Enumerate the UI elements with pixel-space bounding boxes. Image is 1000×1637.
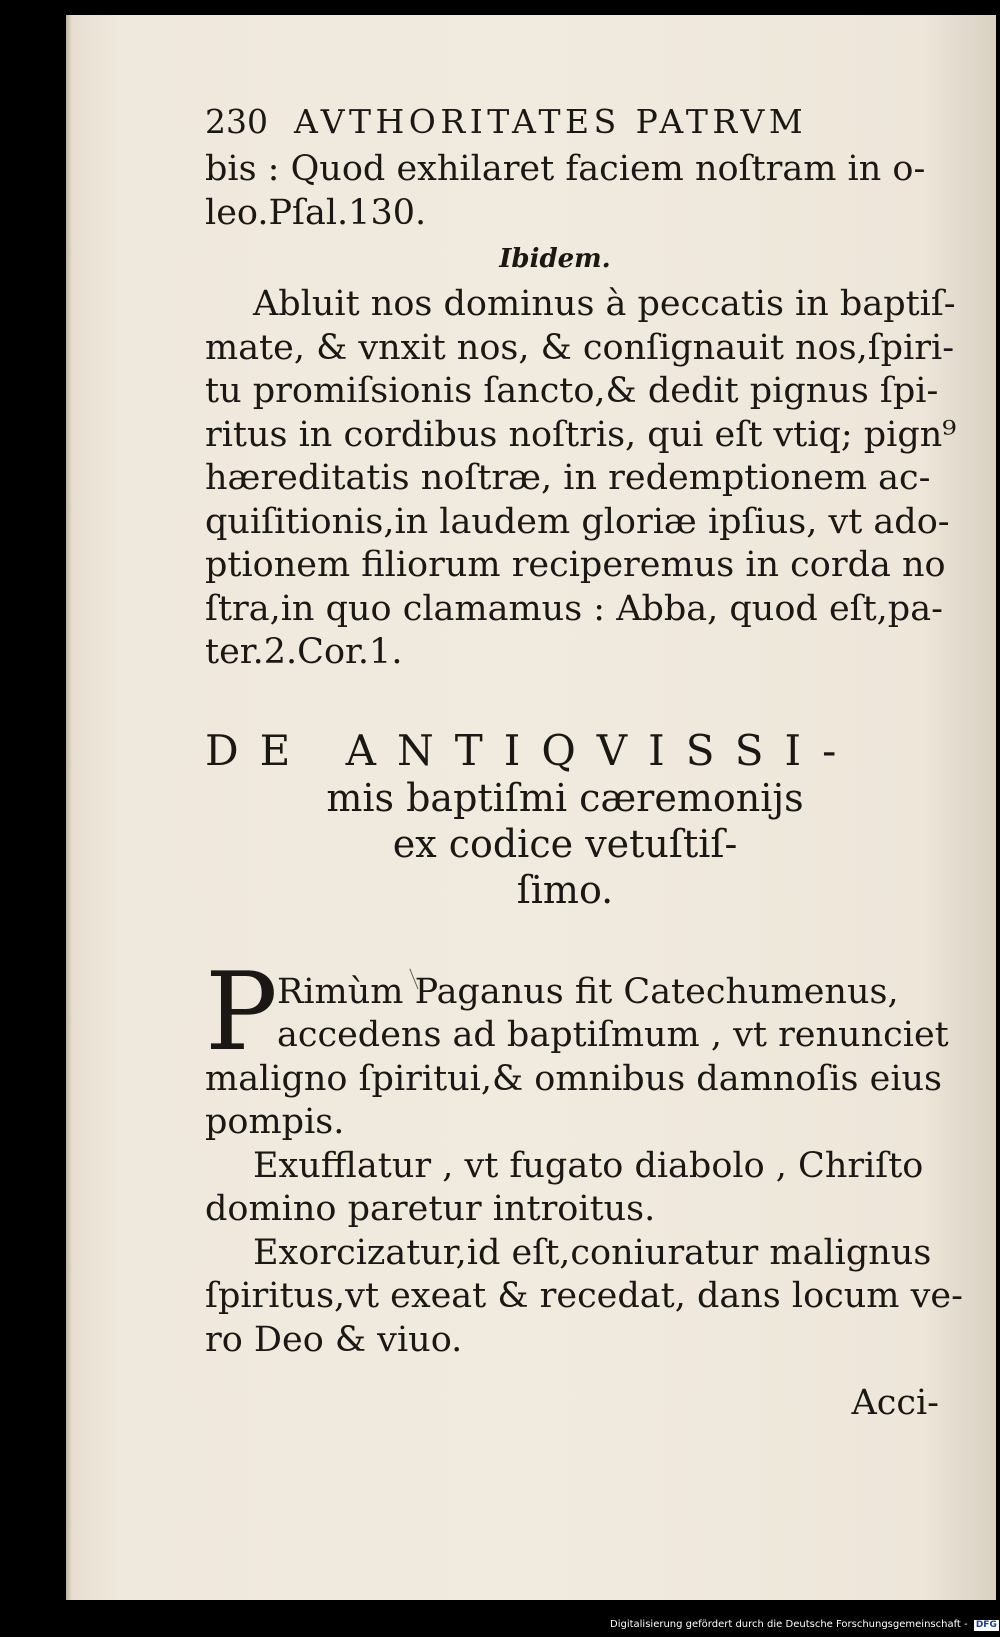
opening-lines [205,148,945,235]
text-line: accedens ad baptiſmum , vt renunciet [277,1015,949,1055]
text-line: domino paretur introitus. [205,1189,656,1229]
credit-text: Digitalisierung gefördert durch die Deutsche Forschungsgemeinschaft - [610,1619,968,1630]
text-line: ritus in cordibus noſtris, qui eſt vtiq; pign⁹ [205,414,957,455]
running-head [205,102,945,148]
page-gutter-shadow [66,15,72,1600]
section-heading [205,727,945,913]
dfg-logo: DFG [975,1620,997,1630]
text-line: ptionem filiorum reciperemus in corda no [205,545,946,585]
catchword: Acci- [851,1383,939,1423]
text-line: leo.Pſal.130. [205,192,427,233]
text-line: Exufflatur , vt fugato diabolo , Chriſto [253,1145,924,1186]
text-line: Abluit nos dominus à peccatis in baptiſ- [253,284,956,324]
page-number: 230 [205,102,268,141]
text-line: Exorcizatur,id eſt,coniuratur malignus [253,1232,932,1273]
heading-line: ex codice vetuſtiſ- [392,821,738,866]
text-line: ro Deo & viuo. [205,1319,463,1360]
digitization-credit [610,1619,999,1631]
text-line: mate, & vnxit nos, & conſignauit nos,ſpiri- [205,327,955,368]
paragraph-3 [205,1145,945,1232]
heading-line: mis baptiſmi cæremonijs [326,775,804,820]
running-title: AVTHORITATES PATRVM [294,102,808,141]
text-line: Rimùm Paganus fit Catechumenus, [277,971,899,1012]
text-line: pompis. [205,1102,345,1142]
ibidem-heading: Ibidem. [499,244,611,274]
text-line: tu promiſsionis ſancto,& dedit pignus ſpi- [205,371,939,411]
heading-line: ſimo. [516,867,614,912]
heading-main-line: DE ANTIQVISSI- [205,725,858,775]
text-line: ſpiritus,vt exeat & recedat, dans locum ve- [205,1276,963,1316]
paragraph-1 [205,283,957,675]
text-line: maligno ſpiritui,& omnibus damnoſis eius [205,1058,943,1099]
text-line: ter.2.Cor.1. [205,632,403,672]
paragraph-2 [205,949,949,1145]
text-line: ſtra,in quo clamamus : Abba, quod eſt,pa- [205,588,943,629]
text-line: bis : Quod exhilaret faciem noſtram in o- [205,149,926,189]
page-text [205,102,963,1425]
drop-cap-initial: P [205,949,278,1075]
text-line: hæreditatis noſtræ, in redemptionem ac- [205,458,931,498]
paragraph-4 [205,1232,963,1363]
text-line: quiſitionis,in laudem gloriæ ipſius, vt ado- [205,501,950,542]
